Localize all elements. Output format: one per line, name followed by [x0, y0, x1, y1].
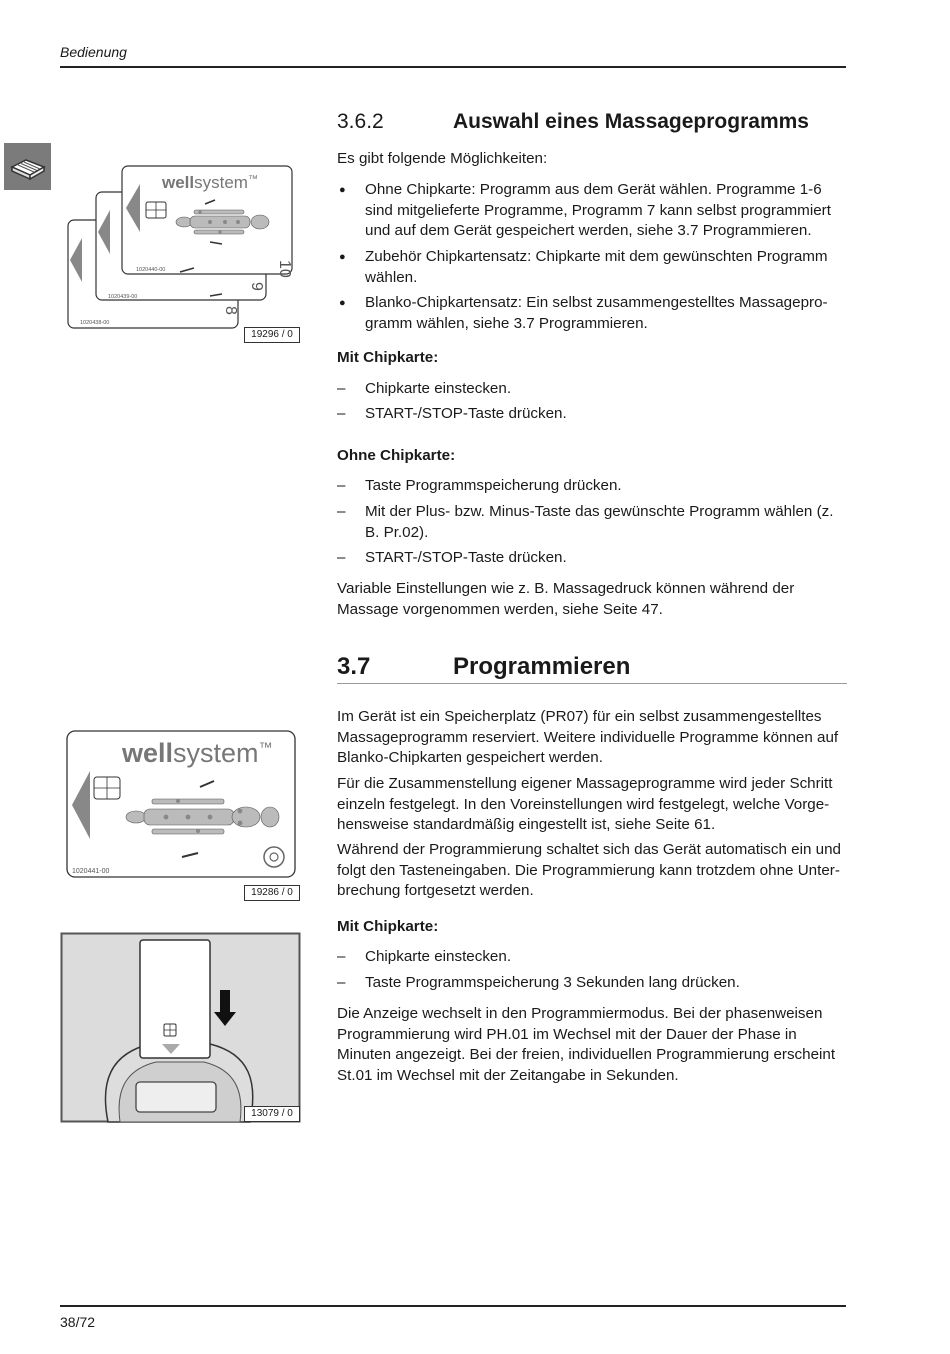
section-rule: [337, 683, 847, 684]
section-number: 3.6.2: [337, 110, 384, 133]
card-serial-middle: 1020439-00: [108, 294, 138, 300]
bullet-marker: [337, 180, 365, 242]
header-rule: [60, 66, 846, 68]
step-item: [337, 476, 847, 497]
figure-label-insert: 13079 / 0: [244, 1106, 300, 1122]
step-item: [337, 379, 847, 400]
step-text: Chipkarte einstecken.: [365, 380, 512, 397]
bullet-text: Ohne Chipkarte: Programm aus dem Gerät wählen. Programme 1-6 sind mitgelieferte Programme, Programm 7 kann selbst programmiert und auf dem Gerät gespeichert werden, siehe 3.7 Programmieren.: [365, 181, 831, 239]
step-text: Taste Programmspeicherung 3 Sekunden lang drücken.: [365, 974, 740, 991]
card-insert-figure: [60, 932, 302, 1124]
dash-marker: –: [337, 477, 346, 494]
chipcards-stack-figure: [60, 160, 310, 350]
bullet-item: [337, 180, 847, 242]
dash-marker: –: [337, 948, 346, 965]
note-paragraph: Variable Einstellungen wie z. B. Massagedruck können während der Massage vorgenommen werden, siehe Seite 47.: [337, 580, 795, 618]
step-text: Chipkarte einstecken.: [365, 948, 512, 965]
figure-label-cards: 19296 / 0: [244, 327, 300, 343]
book-icon: [4, 143, 51, 190]
card-number-top: 10: [276, 260, 293, 278]
blank-card-serial: 1020441-00: [72, 868, 110, 875]
bullet-marker: [337, 247, 365, 288]
dash-marker: –: [337, 405, 346, 422]
chapter-tab: [4, 143, 51, 190]
figure-label-blank-card: 19286 / 0: [244, 885, 300, 901]
page-number: 38/72: [60, 1314, 96, 1330]
body-paragraph: Für die Zusammenstellung eigener Massageprogramme wird jeder Schritt einzeln festgelegt. In den Voreinstellungen wird festgelegt, welche Vorge-hensweise standardmäßig eingestellt ist, siehe Seite 61.: [337, 775, 833, 833]
step-text: START-/STOP-Taste drücken.: [365, 549, 567, 566]
section-number: 3.7: [337, 653, 371, 680]
card-serial-bottom: 1020438-00: [80, 320, 110, 326]
footer-rule: [60, 1305, 846, 1307]
card-number-bottom: 8: [222, 306, 239, 315]
section-title: Auswahl eines Massageprogramms: [453, 110, 809, 133]
step-text: Mit der Plus- bzw. Minus-Taste das gewünschte Programm wählen (z. B. Pr.02).: [365, 503, 834, 541]
step-text: Taste Programmspeicherung drücken.: [365, 477, 622, 494]
step-item: [337, 973, 847, 994]
step-item: [337, 947, 847, 968]
blank-chipcard-figure: [60, 725, 305, 885]
closing-paragraph: Die Anzeige wechselt in den Programmiermodus. Bei der phasenweisen Programmierung wird PH.01 im Wechsel mit der Dauer der Phase in Minuten angezeigt. Bei der freien, individuellen Programmierung erscheint St.01 im Wechsel mit der Zeitangabe in Sekunden.: [337, 1005, 836, 1084]
running-header: Bedienung: [60, 44, 127, 60]
dash-marker: –: [337, 549, 346, 566]
dash-marker: –: [337, 503, 346, 520]
card-number-middle: 9: [248, 282, 265, 291]
step-item: [337, 502, 847, 543]
dash-marker: –: [337, 974, 346, 991]
bullet-text: Blanko-Chipkartensatz: Ein selbst zusammengestelltes Massagepro-gramm wählen, siehe 3.7 Programmieren.: [365, 294, 828, 332]
subheading-with-chip: Mit Chipkarte:: [337, 349, 439, 366]
step-item: [337, 404, 847, 425]
dash-marker: –: [337, 380, 346, 397]
intro-paragraph: Es gibt folgende Möglichkeiten:: [337, 150, 548, 167]
bullet-text: Zubehör Chipkartensatz: Chipkarte mit dem gewünschten Programm wählen.: [365, 248, 828, 286]
bullet-item: [337, 293, 847, 334]
section-heading-37: [337, 653, 630, 681]
card-brand: wellsystem™: [162, 173, 258, 192]
body-paragraph: Während der Programmierung schaltet sich das Gerät automatisch ein und folgt den Tasteneingaben. Die Programmierung kann trotzdem ohne Unter-brechung fortgesetzt werden.: [337, 841, 841, 899]
step-item: [337, 548, 847, 569]
subheading-without-chip: Ohne Chipkarte:: [337, 447, 456, 464]
step-text: START-/STOP-Taste drücken.: [365, 405, 567, 422]
bullet-marker: [337, 293, 365, 334]
card-serial-top: 1020440-00: [136, 267, 166, 273]
blank-card-brand: wellsystem™: [122, 738, 273, 768]
body-paragraph: Im Gerät ist ein Speicherplatz (PR07) für ein selbst zusammengestelltes Massageprogramm reserviert. Weitere individuelle Programme können auf Blanko-Chipkarten gespeichert werden.: [337, 708, 839, 766]
section-title: Programmieren: [453, 653, 631, 680]
subheading-with-chip: Mit Chipkarte:: [337, 918, 439, 935]
bullet-item: [337, 247, 847, 288]
section-heading-362: [337, 110, 809, 134]
